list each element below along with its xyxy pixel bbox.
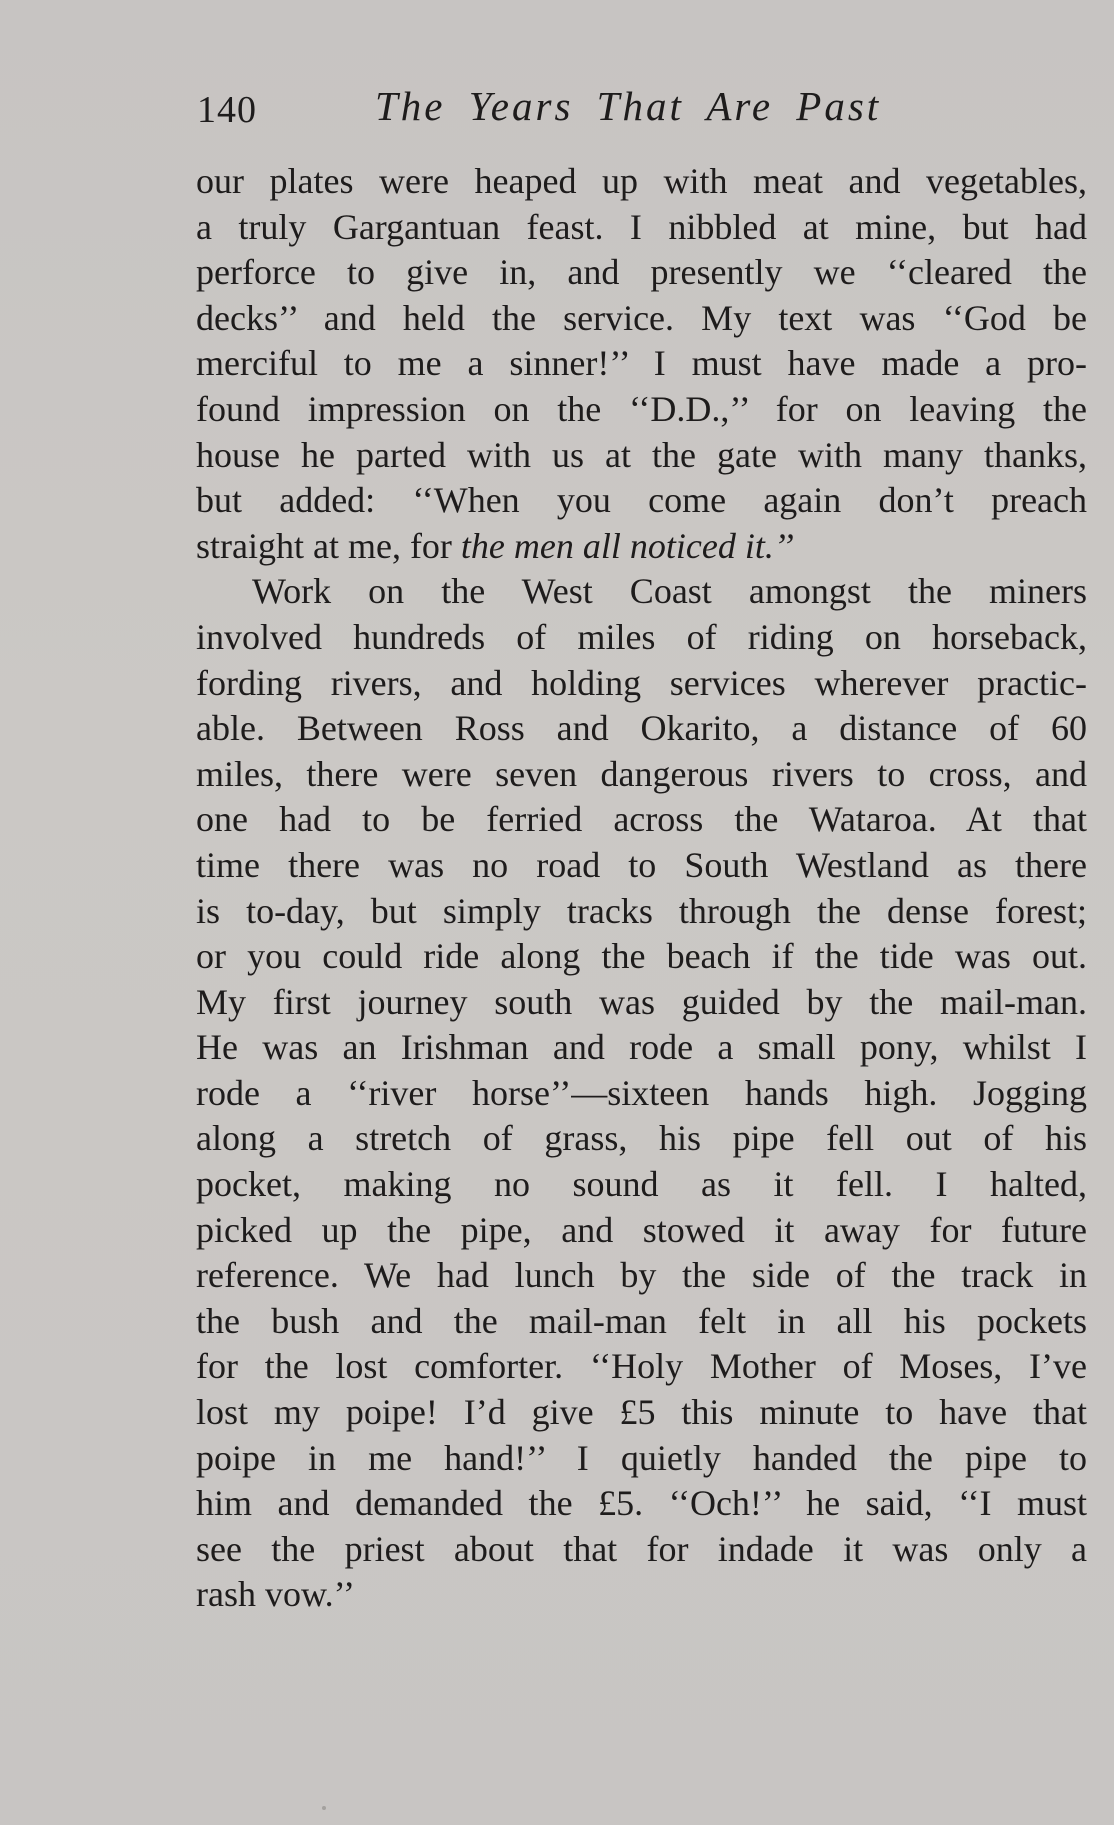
italic-text: rash vow.’’: [196, 1574, 355, 1615]
text-run: straight at me, for: [196, 525, 461, 566]
text-line: him and demanded the £5. ‘‘Och!’’ he said, ‘‘I must: [196, 1483, 1087, 1524]
text-line: decks’’ and held the service. My text was ‘‘God be: [196, 297, 1087, 338]
running-title: The Years That Are Past: [375, 83, 882, 129]
text-line: for the lost comforter. ‘‘Holy Mother of Moses, I’ve: [196, 1346, 1087, 1387]
text-line: pocket, making no sound as it fell. I halted,: [196, 1164, 1087, 1205]
text-line: involved hundreds of miles of riding on horseback,: [196, 616, 1087, 657]
text-line: the bush and the mail-man felt in all his pockets: [196, 1300, 1087, 1341]
text-line: time there was no road to South Westland as there: [196, 844, 1087, 885]
text-line: Work on the West Coast amongst the miners: [252, 571, 1087, 612]
text-line: rode a ‘‘river horse’’—sixteen hands high. Jogging: [196, 1072, 1087, 1113]
text-line: My first journey south was guided by the mail-man.: [196, 981, 1087, 1022]
paragraph-1: [196, 159, 1087, 569]
paper-speck: [322, 1806, 326, 1810]
running-head: [197, 78, 1087, 138]
text-line: He was an Irishman and rode a small pony, whilst I: [196, 1027, 1087, 1068]
text-line: or you could ride along the beach if the tide was out.: [196, 936, 1087, 977]
text-line: miles, there were seven dangerous rivers to cross, and: [196, 753, 1087, 794]
text-line: merciful to me a sinner!’’ I must have made a pro-: [196, 343, 1087, 384]
body-text: [196, 159, 1087, 1618]
text-line: poipe in me hand!’’ I quietly handed the pipe to: [196, 1437, 1087, 1478]
text-line: found impression on the ‘‘D.D.,’’ for on leaving the: [196, 388, 1087, 429]
text-line: house he parted with us at the gate with many thanks,: [196, 434, 1087, 475]
text-line: see the priest about that for indade it was only a: [196, 1528, 1087, 1569]
page-number: 140: [197, 89, 257, 131]
text-line: able. Between Ross and Okarito, a distance of 60: [196, 708, 1087, 749]
text-line: one had to be ferried across the Wataroa. At that: [196, 799, 1087, 840]
paragraph-2: [196, 569, 1087, 1618]
text-line: a truly Gargantuan feast. I nibbled at mine, but had: [196, 206, 1087, 247]
text-line: lost my poipe! I’d give £5 this minute to have that: [196, 1392, 1087, 1433]
text-line: [196, 524, 1087, 570]
text-line: picked up the pipe, and stowed it away for future: [196, 1209, 1087, 1250]
text-line: is to-day, but simply tracks through the dense forest;: [196, 890, 1087, 931]
text-line: our plates were heaped up with meat and vegetables,: [196, 161, 1087, 201]
text-line: but added: ‘‘When you come again don’t preach: [196, 480, 1087, 521]
text-line: fording rivers, and holding services wherever practic-: [196, 662, 1087, 703]
text-line: reference. We had lunch by the side of the track in: [196, 1255, 1087, 1296]
text-line: along a stretch of grass, his pipe fell out of his: [196, 1118, 1087, 1159]
italic-text: the men all noticed it.’’: [460, 525, 794, 566]
text-line: perforce to give in, and presently we ‘‘cleared the: [196, 252, 1087, 293]
